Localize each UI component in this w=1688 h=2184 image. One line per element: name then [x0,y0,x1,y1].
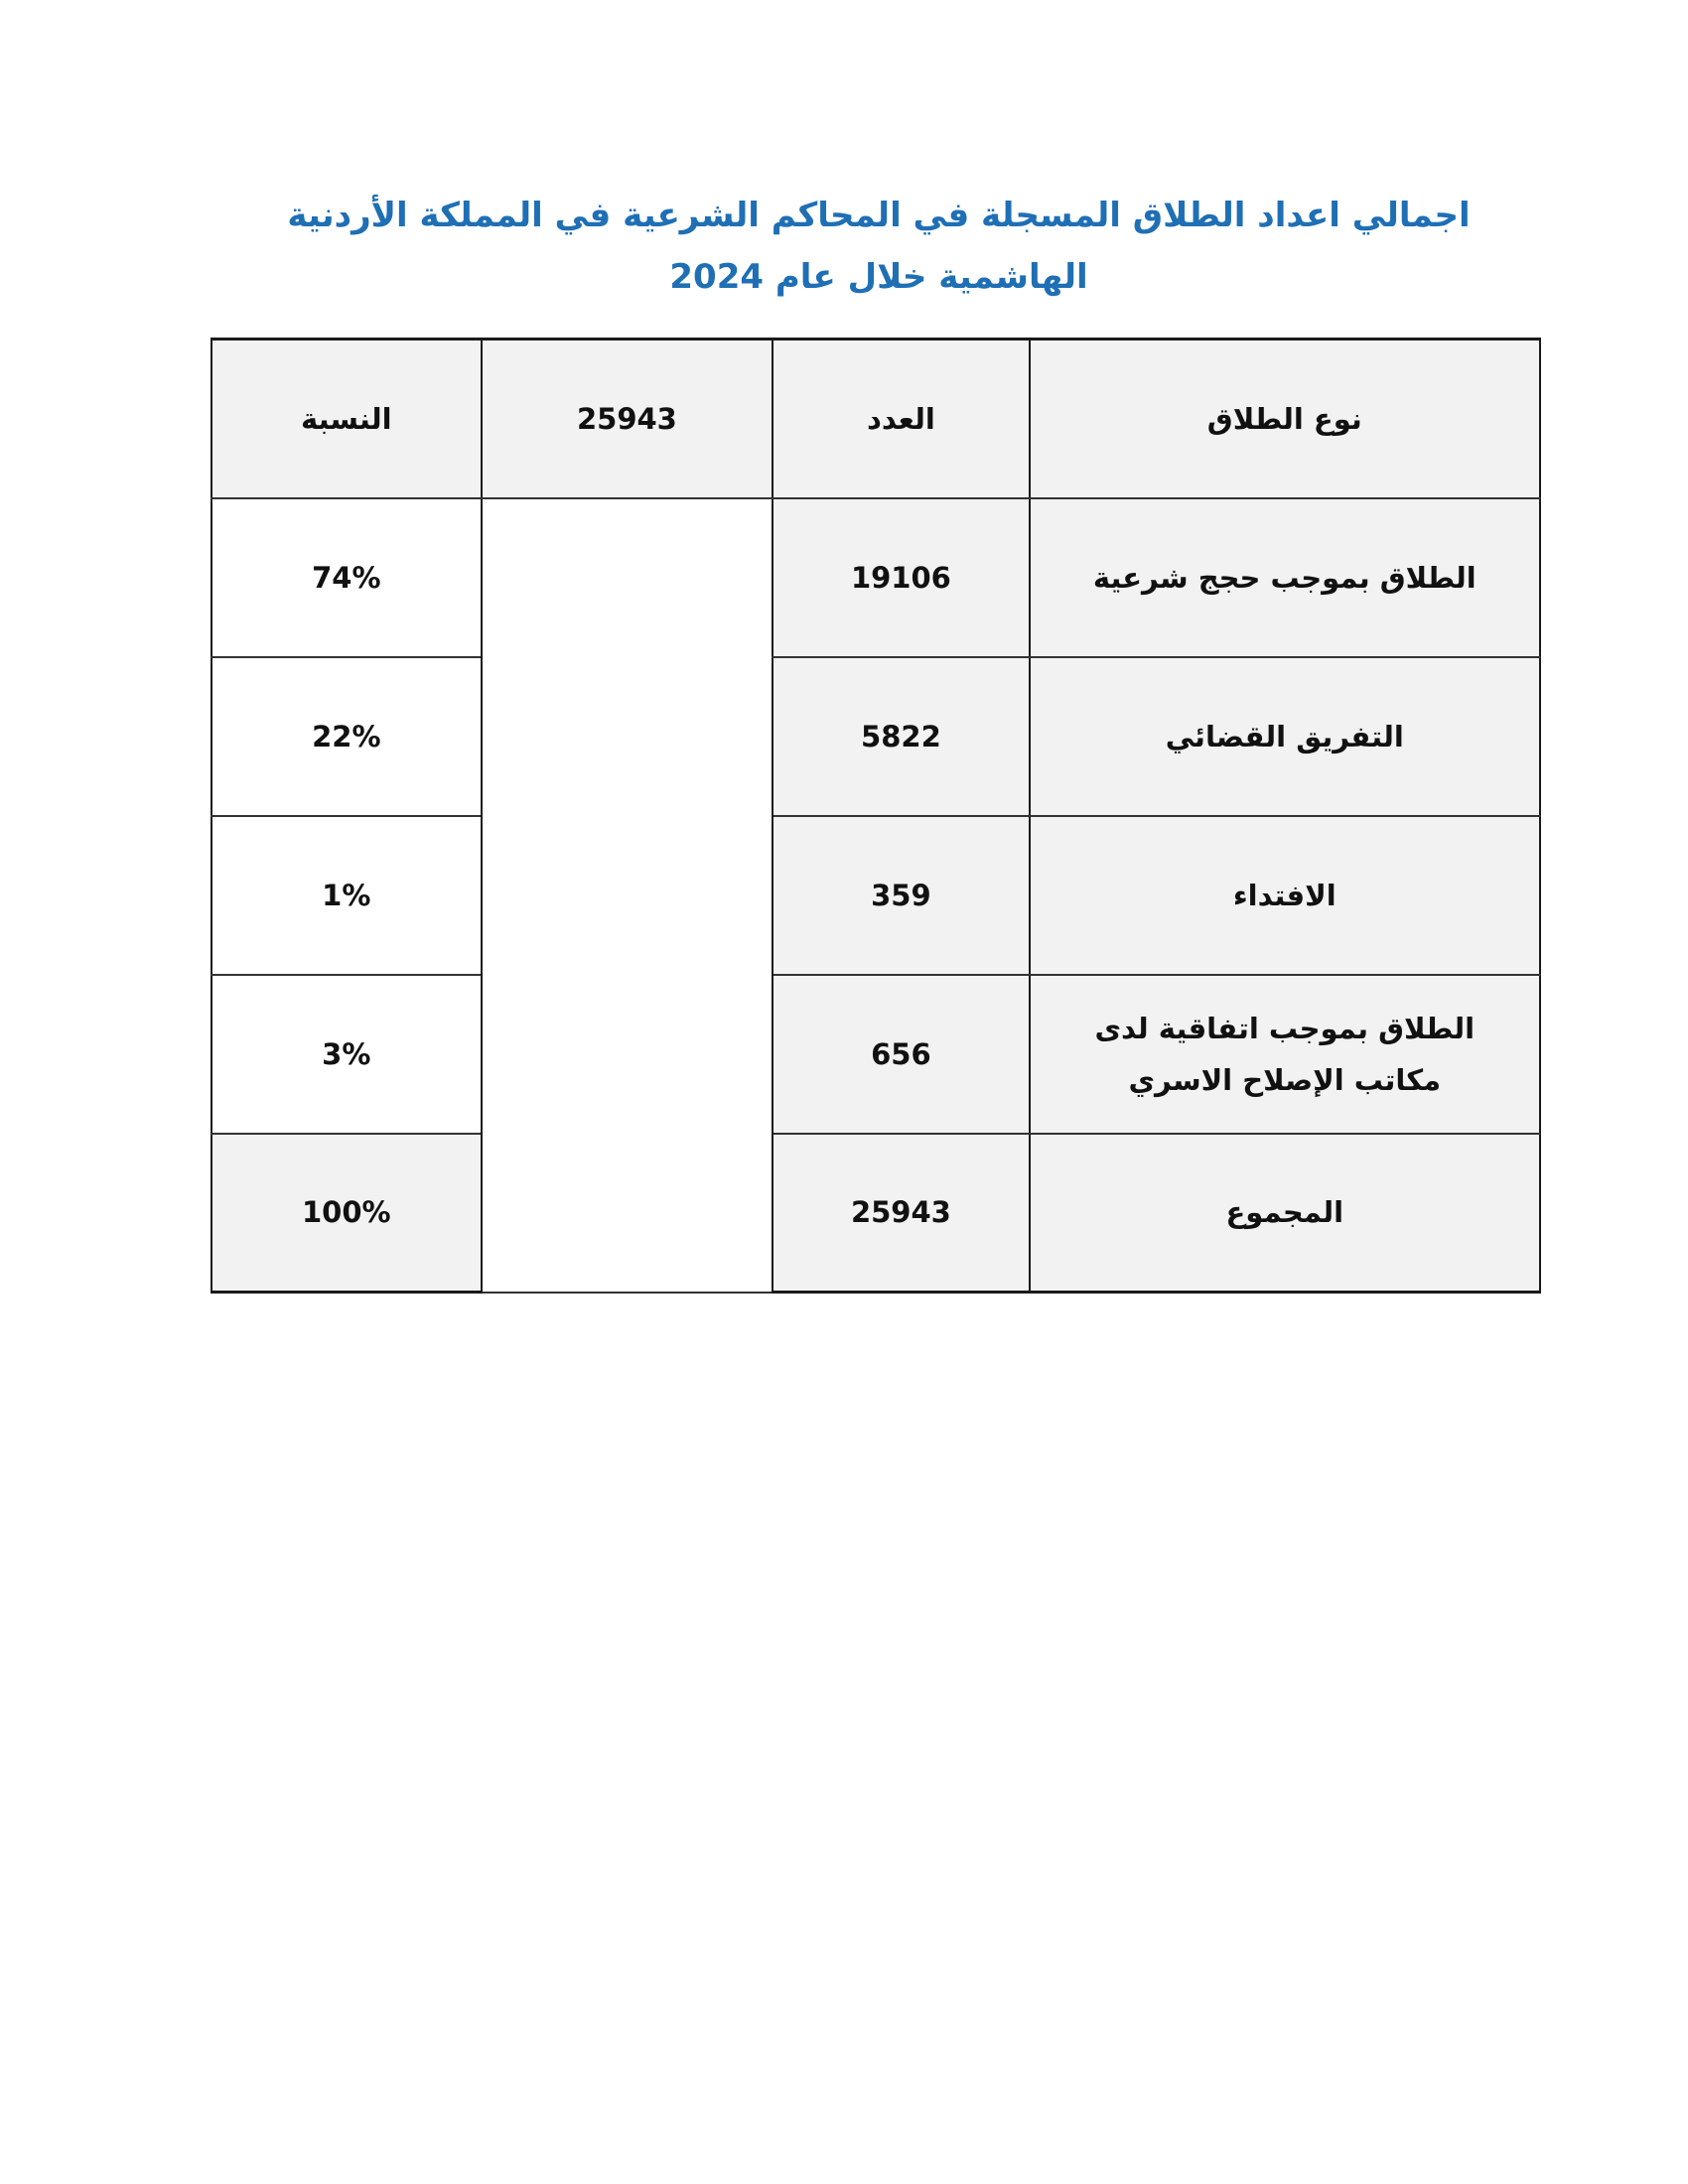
count-cell: 5822 [773,657,1029,816]
document-title: اجمالي اعداد الطلاق المسجلة في المحاكم الشرعية في المملكة الأردنية الهاشمية خلال عام 2024 [287,196,1471,297]
count-cell: 359 [773,816,1029,975]
header-percentage: النسبة [211,340,482,498]
percentage-cell: 3% [211,975,482,1134]
divorce-type-cell: الطلاق بموجب اتفاقية لدى مكاتب الإصلاح الاسري [1030,975,1540,1134]
count-cell: 656 [773,975,1029,1134]
table-total-row [211,1134,1540,1293]
total-percentage-cell: 100% [211,1134,482,1293]
percentage-cell: 74% [211,498,482,657]
divorce-type-cell: التفريق القضائي [1030,657,1540,816]
divorce-type-cell: الطلاق بموجب حجج شرعية [1030,498,1540,657]
divorce-statistics-table [211,338,1541,1294]
table-row [211,657,1540,816]
header-count: العدد [773,340,1029,498]
total-label-cell: المجموع [1030,1134,1540,1293]
header-divorce-type: نوع الطلاق [1030,340,1540,498]
table-row [211,975,1540,1134]
percentage-cell: 22% [211,657,482,816]
table-row [211,498,1540,657]
count-cell: 19106 [773,498,1029,657]
percentage-cell: 1% [211,816,482,975]
empty-merged-cell [482,498,774,1293]
header-total-value: 25943 [482,340,774,498]
total-count-cell: 25943 [773,1134,1029,1293]
table-header-row [211,340,1540,498]
table-row [211,816,1540,975]
divorce-type-cell: الافتداء [1030,816,1540,975]
